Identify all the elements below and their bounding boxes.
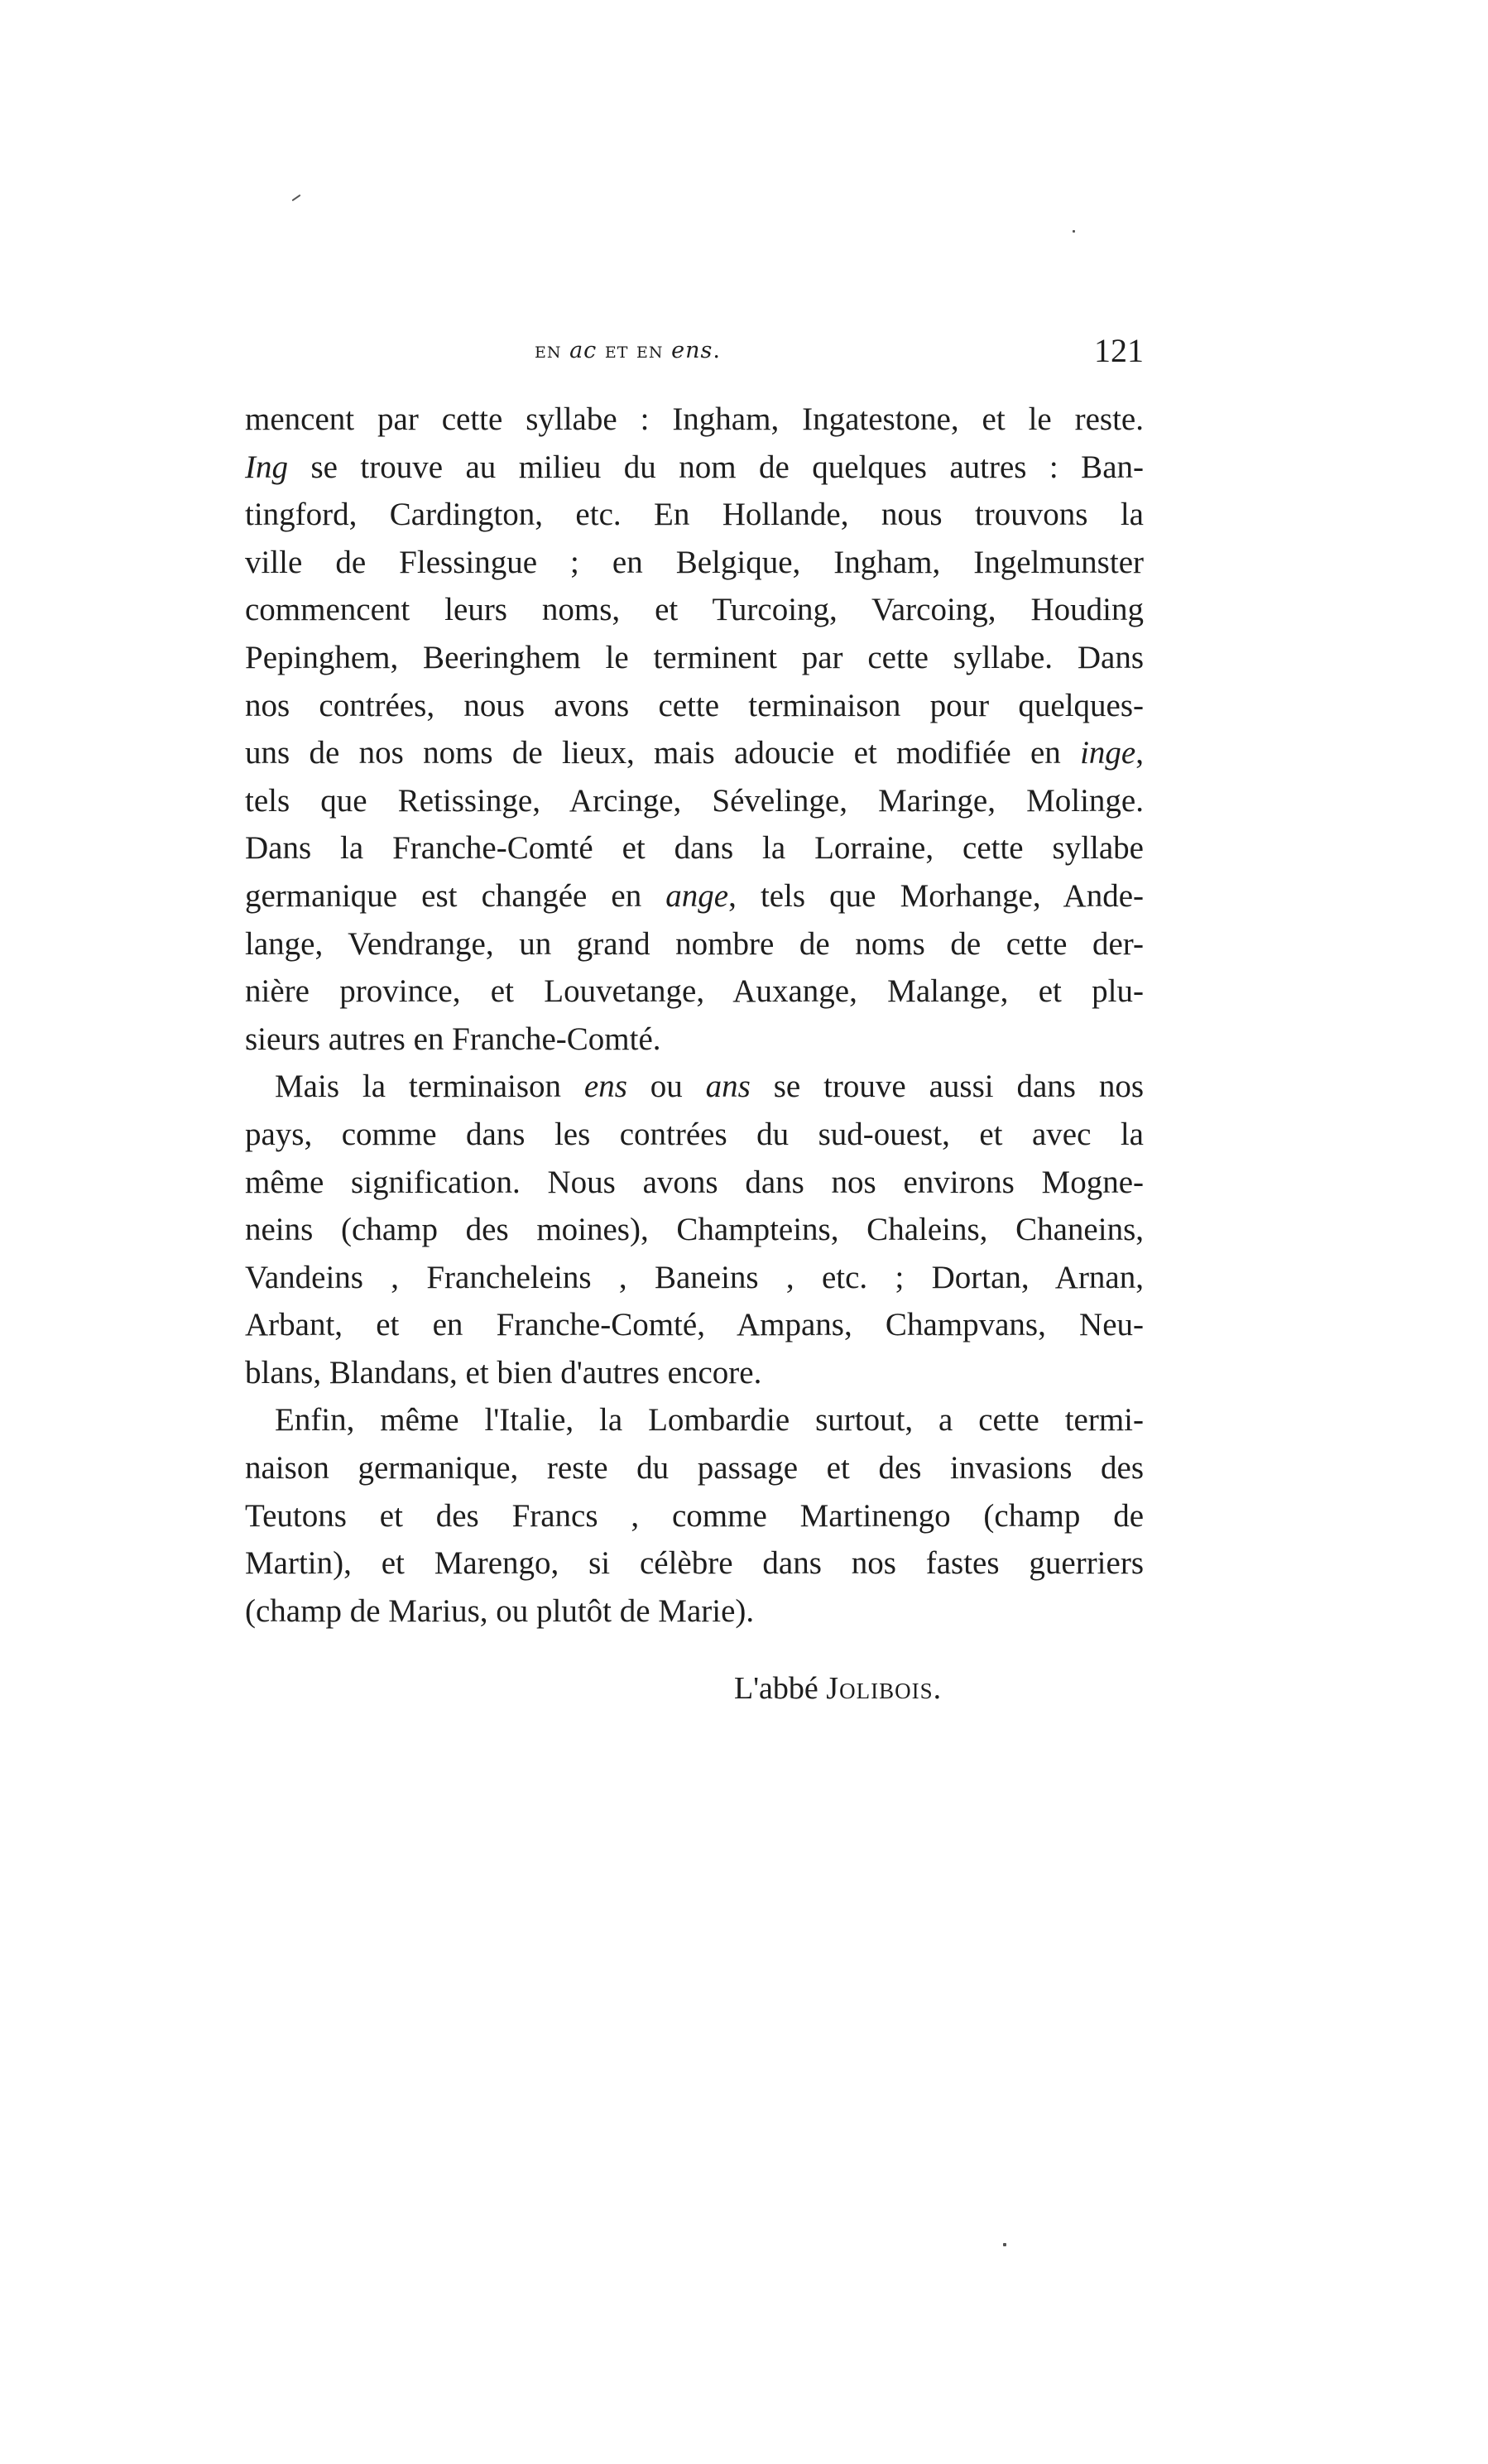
text-line: nière province, et Louvetange, Auxange, Malange, et plu- (245, 973, 1144, 1010)
text-line: mencent par cette syllabe : Ingham, Ingatestone, et le reste. (245, 401, 1144, 437)
text-line: Teutons et des Francs , comme Martinengo (champ de (245, 1497, 1144, 1534)
page-header (245, 331, 1144, 381)
text-line: neins (champ des moines), Champteins, Chaleins, Chaneins, (245, 1212, 1144, 1248)
text-line: Arbant, et en Franche-Comté, Ampans, Champvans, Neu- (245, 1307, 1144, 1343)
text-line: sieurs autres en Franche-Comté. (245, 1021, 661, 1057)
print-speck (292, 195, 301, 202)
text-line: (champ de Marius, ou plutôt de Marie). (245, 1592, 755, 1629)
text-line: germanique est changée en ange, tels que Morhange, Ande- (245, 877, 1144, 914)
text-line: Ing se trouve au milieu du nom de quelques autres : Ban- (245, 449, 1144, 485)
text-line: Vandeins , Francheleins , Baneins , etc. ; Dortan, Arnan, (245, 1259, 1144, 1295)
text-line: blans, Blandans, et bien d'autres encore. (245, 1354, 762, 1391)
text-line: Pepinghem, Beeringhem le terminent par cette syllabe. Dans (245, 639, 1144, 675)
text-line: commencent leurs noms, et Turcoing, Varcoing, Houding (245, 592, 1144, 628)
text-line: tels que Retissinge, Arcinge, Sévelinge, Maringe, Molinge. (245, 782, 1144, 819)
text-line: nos contrées, nous avons cette terminaison pour quelques- (245, 687, 1144, 723)
signature: L'abbé Jolibois. (734, 1671, 943, 1706)
text-line: Martin), et Marengo, si célèbre dans nos fastes guerriers (245, 1545, 1144, 1582)
text-line: ville de Flessingue ; en Belgique, Ingham, Ingelmunster (245, 544, 1144, 580)
text-line: tingford, Cardington, etc. En Hollande, nous trouvons la (245, 497, 1144, 533)
body-text (245, 396, 1144, 1635)
paragraph (245, 1063, 1144, 1396)
print-speck (1073, 230, 1075, 233)
text-line: naison germanique, reste du passage et des invasions des (245, 1450, 1144, 1487)
text-line: uns de nos noms de lieux, mais adoucie et modifiée en inge, (245, 735, 1144, 771)
running-head: en ac et en ens. (535, 338, 721, 363)
text-line: Enfin, même l'Italie, la Lombardie surtout, a cette termi- (275, 1402, 1144, 1439)
text-line: Dans la Franche-Comté et dans la Lorraine, cette syllabe (245, 830, 1144, 867)
print-speck (1003, 2243, 1006, 2246)
paragraph (245, 1396, 1144, 1635)
text-line: Mais la terminaison ens ou ans se trouve aussi dans nos (275, 1069, 1144, 1105)
text-line: pays, comme dans les contrées du sud-ouest, et avec la (245, 1116, 1144, 1152)
text-line: lange, Vendrange, un grand nombre de noms de cette der- (245, 925, 1144, 962)
text-line: même signification. Nous avons dans nos environs Mogne- (245, 1164, 1144, 1200)
page-number: 121 (1094, 332, 1144, 369)
paragraph (245, 396, 1144, 1063)
